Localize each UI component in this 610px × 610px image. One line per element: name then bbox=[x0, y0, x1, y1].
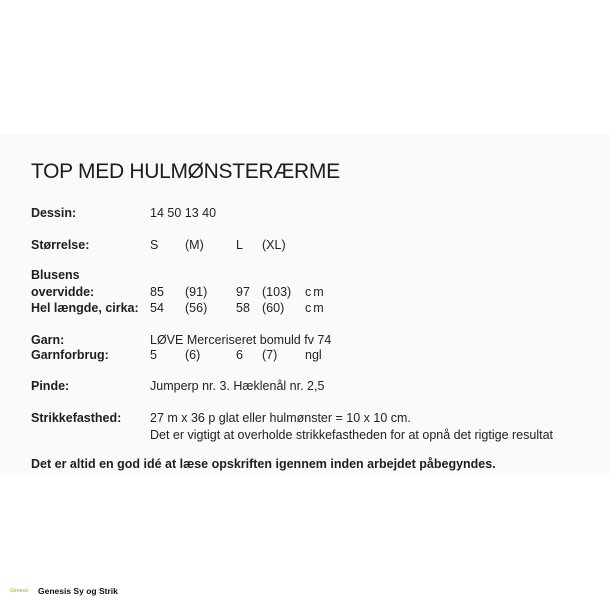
shop-name: Genesis Sy og Strik bbox=[38, 586, 118, 596]
bust-label-line1: Blusens bbox=[31, 268, 80, 282]
size-m: (M) bbox=[185, 238, 204, 252]
length-value-xl: (60) bbox=[262, 301, 285, 315]
bust-value-s: 85 bbox=[150, 285, 164, 299]
yarn-usage-unit: ngl bbox=[305, 348, 322, 362]
bust-value-m: (91) bbox=[185, 285, 208, 299]
length-unit: cm bbox=[305, 301, 326, 315]
yarn-usage-label: Garnforbrug: bbox=[31, 348, 109, 362]
yarn-usage-m: (6) bbox=[185, 348, 201, 362]
size-s: S bbox=[150, 238, 159, 252]
dessin-value: 14 50 13 40 bbox=[150, 206, 217, 220]
size-l: L bbox=[236, 238, 243, 252]
pattern-title: TOP MED HULMØNSTERÆRME bbox=[31, 160, 340, 183]
yarn-usage-xl: (7) bbox=[262, 348, 278, 362]
gauge-line1: 27 m x 36 p glat eller hulmønster = 10 x 10 cm. bbox=[150, 411, 411, 425]
size-label: Størrelse: bbox=[31, 238, 90, 252]
length-value-l: 58 bbox=[236, 301, 250, 315]
yarn-usage-l: 6 bbox=[236, 348, 243, 362]
needles-label: Pinde: bbox=[31, 379, 70, 393]
read-first-note: Det er altid en god idé at læse opskriften igennem inden arbejdet påbegyndes. bbox=[31, 457, 496, 471]
bust-label-line2: overvidde: bbox=[31, 285, 95, 299]
shop-footer bbox=[10, 586, 118, 596]
length-value-m: (56) bbox=[185, 301, 208, 315]
dessin-label: Dessin: bbox=[31, 206, 77, 220]
bust-value-xl: (103) bbox=[262, 285, 292, 299]
genesis-logo-icon bbox=[10, 586, 32, 596]
length-value-s: 54 bbox=[150, 301, 164, 315]
yarn-label: Garn: bbox=[31, 333, 65, 347]
gauge-line2: Det er vigtigt at overholde strikkefastheden for at opnå det rigtige resultat bbox=[150, 428, 554, 442]
bust-unit: cm bbox=[305, 285, 326, 299]
bust-value-l: 97 bbox=[236, 285, 250, 299]
needles-value: Jumperp nr. 3. Hæklenål nr. 2,5 bbox=[150, 379, 325, 393]
length-label: Hel længde, cirka: bbox=[31, 301, 139, 315]
gauge-label: Strikkefasthed: bbox=[31, 411, 122, 425]
yarn-usage-s: 5 bbox=[150, 348, 157, 362]
size-xl: (XL) bbox=[262, 238, 286, 252]
logo-text: Genesis bbox=[10, 588, 29, 594]
yarn-value: LØVE Merceriseret bomuld fv 74 bbox=[150, 333, 332, 347]
